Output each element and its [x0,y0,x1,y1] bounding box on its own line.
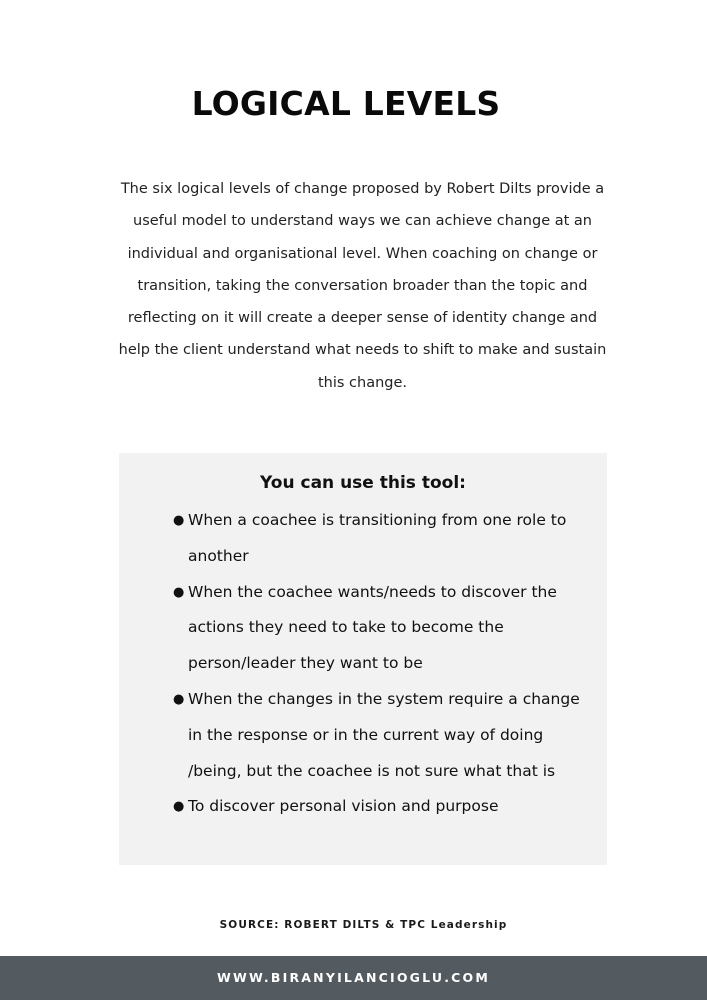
source-credit: SOURCE: ROBERT DILTS & TPC Leadership [219,919,508,931]
list-item [173,575,588,682]
intro-paragraph: The six logical levels of change proposed by Robert Dilts provide a useful model to understand ways we can achieve change at an individual and organisational level. When coaching on change or transition, taking the conversation broader than the topic and reflecting on it will create a deeper sense of identity change and help the client understand what needs to shift to make and sustain this change. [118,181,607,391]
website-link[interactable]: WWW.BIRANYILANCIOGLU.COM [216,970,490,985]
list-item-text: When the coachee wants/needs to discover the actions they need to take to become the person/leader they want to be [188,582,557,673]
list-item-text: To discover personal vision and purpose [188,797,499,816]
bullet-icon: ● [173,691,185,707]
tool-usage-list [173,503,588,825]
page-title: LOGICAL LEVELS [191,84,501,123]
bullet-icon: ● [173,513,185,528]
tool-usage-panel [119,453,607,865]
list-item-text: When the changes in the system require a change in the response or in the current way of doing /being, but the coachee is not sure what that is [188,689,580,780]
list-item [173,789,588,825]
footer-bar [0,956,707,1000]
tool-usage-heading: You can use this tool: [260,473,466,493]
bullet-icon: ● [173,799,185,815]
list-item [173,682,588,789]
list-item-text: When a coachee is transitioning from one role to another [188,511,567,565]
list-item [173,503,588,575]
bullet-icon: ● [173,584,185,600]
